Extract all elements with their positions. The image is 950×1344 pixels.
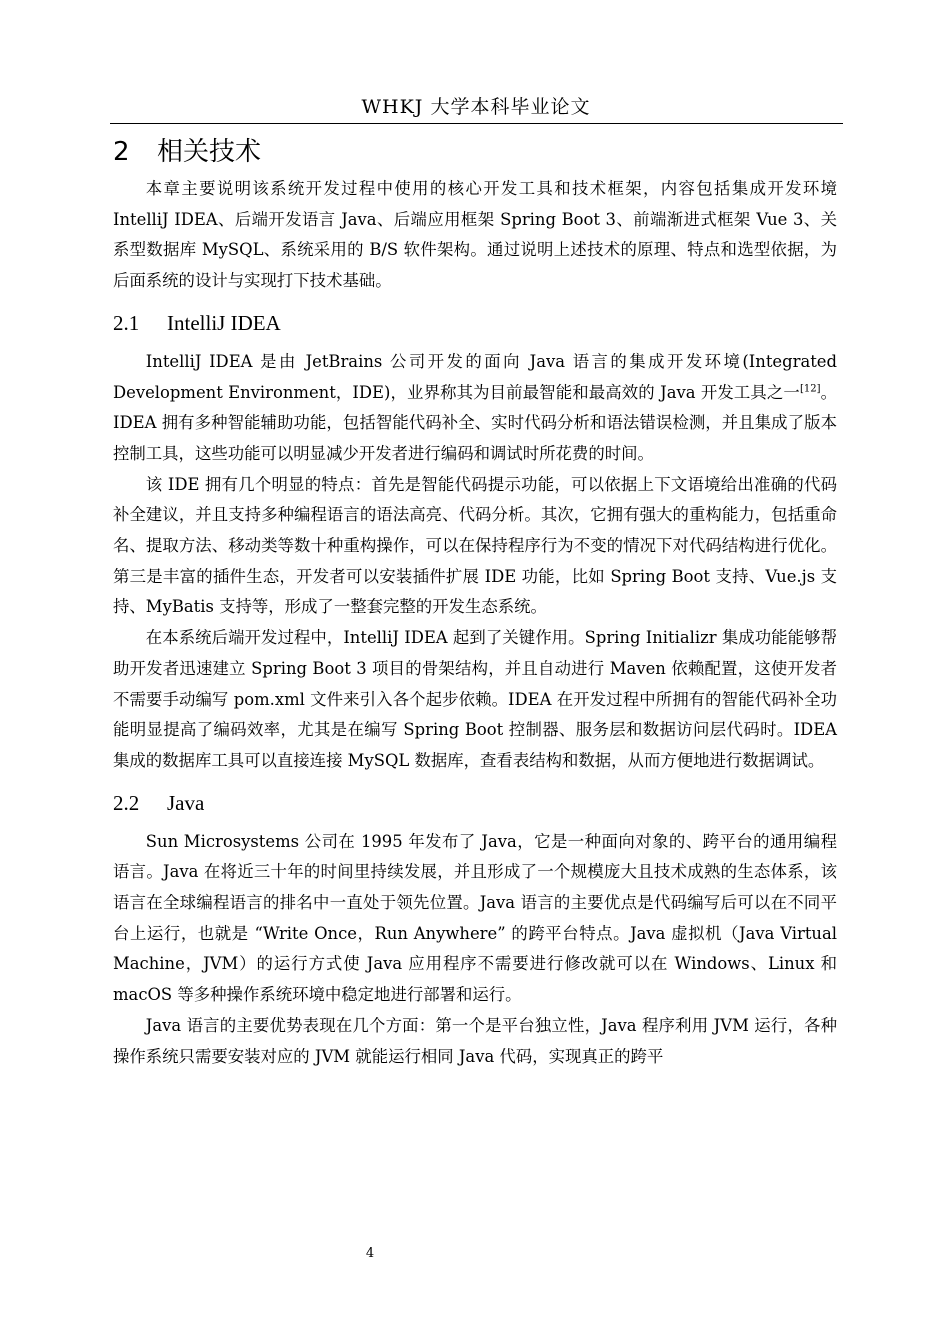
page-number: 4 [365, 1246, 375, 1261]
citation-marker: [12] [799, 383, 821, 395]
chapter-title [113, 130, 837, 174]
chapter-intro-paragraph: 本章主要说明该系统开发过程中使用的核心开发工具和技术框架，内容包括集成开发环境 IntelliJ IDEA、后端开发语言 Java、后端应用框架 Spring Boot 3、前端渐进式框架 Vue 3、关系型数据库 MySQL、系统采用的 B/S 软件架构。通过说明上述技术的原理、特点和选型依据，为后面系统的设计与实现打下技术基础。 [113, 179, 837, 291]
section-title-java [113, 788, 837, 818]
page-content [113, 130, 837, 1072]
intellij-paragraph-1 [113, 347, 837, 470]
section-title-intellij [113, 308, 837, 338]
paragraph-text: 。IDEA 拥有多种智能辅助功能，包括智能代码补全、实时代码分析和语法错误检测，并且集成了版本控制工具，这些功能可以明显减少开发者进行编码和调试时所花费的时间。 [113, 382, 838, 463]
header-rule [110, 123, 843, 124]
section-number: 2.1 [113, 310, 140, 335]
section-title-text: Java [167, 790, 205, 815]
intellij-paragraph-2: 该 IDE 拥有几个明显的特点：首先是智能代码提示功能，可以依据上下文语境给出准确的代码补全建议，并且支持多种编程语言的语法高亮、代码分析。其次，它拥有强大的重构能力，包括重命名、提取方法、移动类等数十种重构操作，可以在保持程序行为不变的情况下对代码结构进行优化。第三是丰富的插件生态，开发者可以安装插件扩展 IDE 功能，比如 Spring Boot 支持、Vue.js 支持、MyBatis 支持等，形成了一整套完整的开发生态系统。 [113, 474, 837, 617]
running-header: WHKJ 大学本科毕业论文 [361, 96, 591, 118]
chapter-number: 2 [113, 137, 130, 167]
chapter-title-text: 相关技术 [157, 137, 262, 167]
intellij-paragraph-3: 在本系统后端开发过程中，IntelliJ IDEA 起到了关键作用。Spring Initializr 集成功能能够帮助开发者迅速建立 Spring Boot 3 项目的骨架结构，并且自动进行 Maven 依赖配置，这使开发者不需要手动编写 pom.xml 文件来引入各个起步依赖。IDEA 在开发过程中所拥有的智能代码补全功能明显提高了编码效率，尤其是在编写 Spring Boot 控制器、服务层和数据访问层代码时。IDEA 集成的数据库工具可以直接连接 MySQL 数据库，查看表结构和数据，从而方便地进行数据调试。 [113, 628, 837, 770]
java-paragraph-1: Sun Microsystems 公司在 1995 年发布了 Java，它是一种面向对象的、跨平台的通用编程语言。Java 在将近三十年的时间里持续发展，并且形成了一个规模庞大且技术成熟的生态体系，该语言在全球编程语言的排名中一直处于领先位置。Java 语言的主要优点是代码编写后可以在不同平台上运行，也就是 “Write Once，Run Anywhere” 的跨平台特点。Java 虚拟机（Java Virtual Machine，JVM）的运行方式使 Java 应用程序不需要进行修改就可以在 Windows、Linux 和 macOS 等多种操作系统环境中稳定地进行部署和运行。 [113, 831, 837, 1005]
section-title-text: IntelliJ IDEA [167, 310, 281, 335]
section-number: 2.2 [113, 790, 140, 815]
java-paragraph-2: Java 语言的主要优势表现在几个方面：第一个是平台独立性，Java 程序利用 JVM 运行，各种操作系统只需要安装对应的 JVM 就能运行相同 Java 代码，实现真正的跨平 [113, 1015, 837, 1066]
paragraph-text: IntelliJ IDEA 是由 JetBrains 公司开发的面向 Java 语言的集成开发环境(Integrated Development Environment，IDE)，业界称其为目前最智能和最高效的 Java 开发工具之一 [113, 351, 837, 402]
